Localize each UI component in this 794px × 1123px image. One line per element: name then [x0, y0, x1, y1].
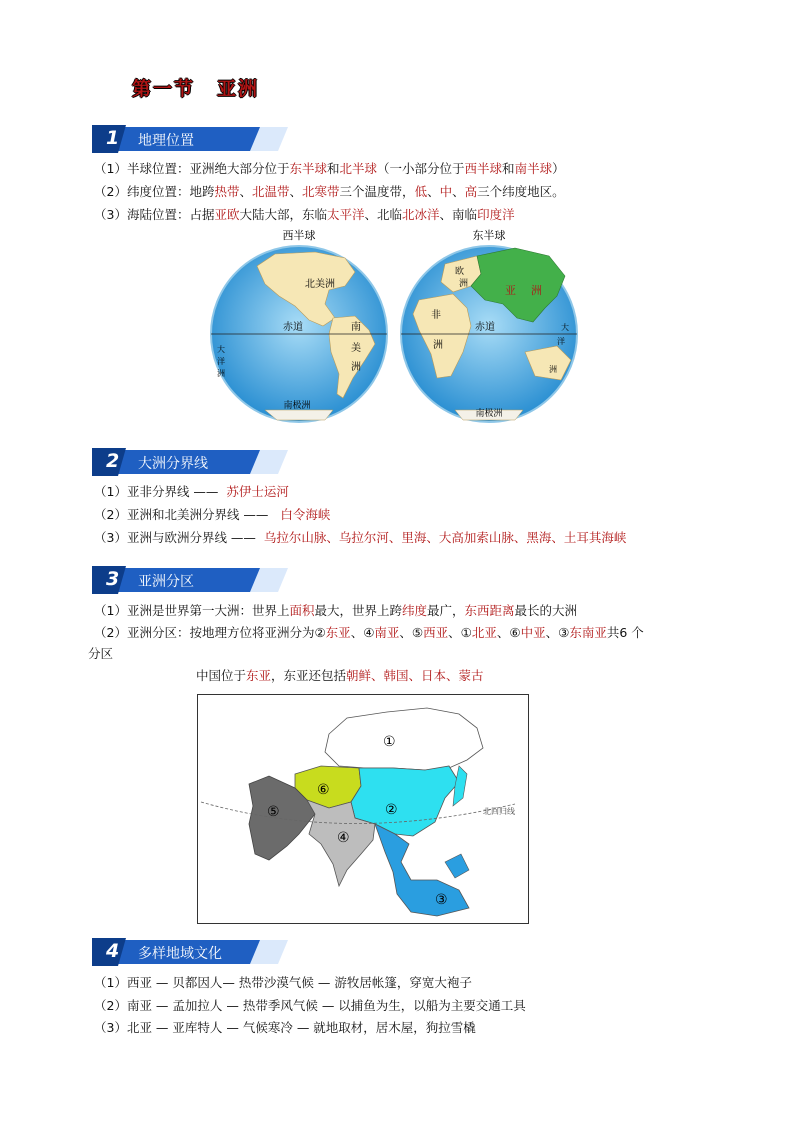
antarctica-shape — [265, 410, 333, 420]
banner-number: 2 — [106, 450, 120, 472]
label-region-6: ⑥ — [317, 782, 330, 798]
svg-text:欧: 欧 — [455, 267, 465, 277]
svg-text:赤道: 赤道 — [283, 322, 303, 333]
hemisphere-maps — [205, 226, 595, 426]
s3-line-3: 中国位于东亚，东亚还包括朝鲜、韩国、日本、蒙古 — [196, 668, 484, 683]
svg-text:大: 大 — [561, 323, 569, 332]
s1-line-1: （1）半球位置：亚洲绝大部分位于东半球和北半球（一小部分位于西半球和南半球） — [94, 161, 565, 176]
svg-text:美: 美 — [351, 343, 361, 354]
asia-regions-map — [197, 694, 529, 924]
s2-line-1: （1）亚非分界线 —— 苏伊士运河 — [94, 484, 289, 499]
label-region-4: ④ — [337, 830, 350, 846]
s4-line-1: （1）西亚 — 贝都因人— 热带沙漠气候 — 游牧居帐篷，穿宽大袍子 — [94, 975, 472, 990]
svg-text:洋: 洋 — [557, 337, 565, 346]
s4-line-2: （2）南亚 — 孟加拉人 — 热带季风气候 — 以捕鱼为生，以船为主要交通工具 — [94, 998, 526, 1013]
s3-line-2b: 分区 — [88, 646, 114, 661]
banner-label: 大洲分界线 — [138, 456, 208, 472]
west-title: 西半球 — [282, 229, 316, 242]
label-tropic: 北回归线 — [483, 807, 515, 816]
svg-text:洲: 洲 — [351, 362, 361, 373]
section-banner-3 — [92, 566, 288, 594]
label-north-america: 北美洲 — [305, 279, 335, 290]
section-banner-4 — [92, 938, 288, 966]
banner-label: 多样地域文化 — [138, 946, 222, 962]
svg-text:亚: 亚 — [505, 284, 516, 297]
s4-line-3: （3）北亚 — 亚库特人 — 气候寒冷 — 就地取材，居木屋，狗拉雪橇 — [94, 1020, 476, 1035]
svg-text:洲: 洲 — [549, 365, 557, 374]
banner-number: 3 — [106, 568, 120, 590]
s2-line-3: （3）亚洲与欧洲分界线 —— 乌拉尔山脉、乌拉尔河、里海、大高加索山脉、黑海、土耳其海峡 — [94, 530, 627, 545]
s1-line-3: （3）海陆位置：占据亚欧大陆大部，东临太平洋、北临北冰洋、南临印度洋 — [94, 207, 515, 222]
label-antarctica-west: 南极洲 — [283, 401, 311, 411]
banner-number: 4 — [106, 940, 120, 962]
east-title: 东半球 — [472, 229, 506, 242]
section-banner-1 — [92, 125, 288, 153]
label-region-1: ① — [383, 734, 396, 750]
svg-text:大: 大 — [217, 345, 225, 354]
banner-label: 地理位置 — [138, 133, 194, 149]
label-region-2: ② — [385, 802, 398, 818]
svg-text:南: 南 — [351, 322, 361, 333]
label-antarctica-east: 南极洲 — [475, 409, 503, 419]
svg-text:洲: 洲 — [217, 369, 225, 378]
s3-line-2: （2）亚洲分区：按地理方位将亚洲分为②东亚、④南亚、⑤西亚、①北亚、⑥中亚、③东南亚共6 个 — [94, 625, 644, 640]
s3-line-1: （1）亚洲是世界第一大洲：世界上面积最大，世界上跨纬度最广，东西距离最长的大洲 — [94, 603, 578, 618]
svg-text:洋: 洋 — [217, 357, 225, 366]
section-number: 第一节 — [132, 78, 196, 100]
svg-text:非: 非 — [431, 310, 441, 321]
svg-text:洲: 洲 — [531, 284, 542, 297]
s1-line-2: （2）纬度位置：地跨热带、北温带、北寒带三个温度带，低、中、高三个纬度地区。 — [94, 184, 565, 199]
svg-text:洲: 洲 — [433, 340, 443, 351]
label-region-5: ⑤ — [267, 804, 280, 820]
section-banner-2 — [92, 448, 288, 476]
western-hemisphere-map — [211, 228, 387, 422]
eastern-hemisphere-map — [401, 228, 577, 422]
label-region-3: ③ — [435, 892, 448, 908]
s2-line-2: （2）亚洲和北美洲分界线 —— 白令海峡 — [94, 507, 331, 522]
banner-number: 1 — [106, 127, 120, 149]
svg-text:洲: 洲 — [459, 279, 469, 289]
section-name: 亚洲 — [217, 78, 260, 100]
page-title — [132, 74, 281, 101]
banner-label: 亚洲分区 — [138, 574, 194, 590]
svg-text:赤道: 赤道 — [475, 322, 495, 333]
